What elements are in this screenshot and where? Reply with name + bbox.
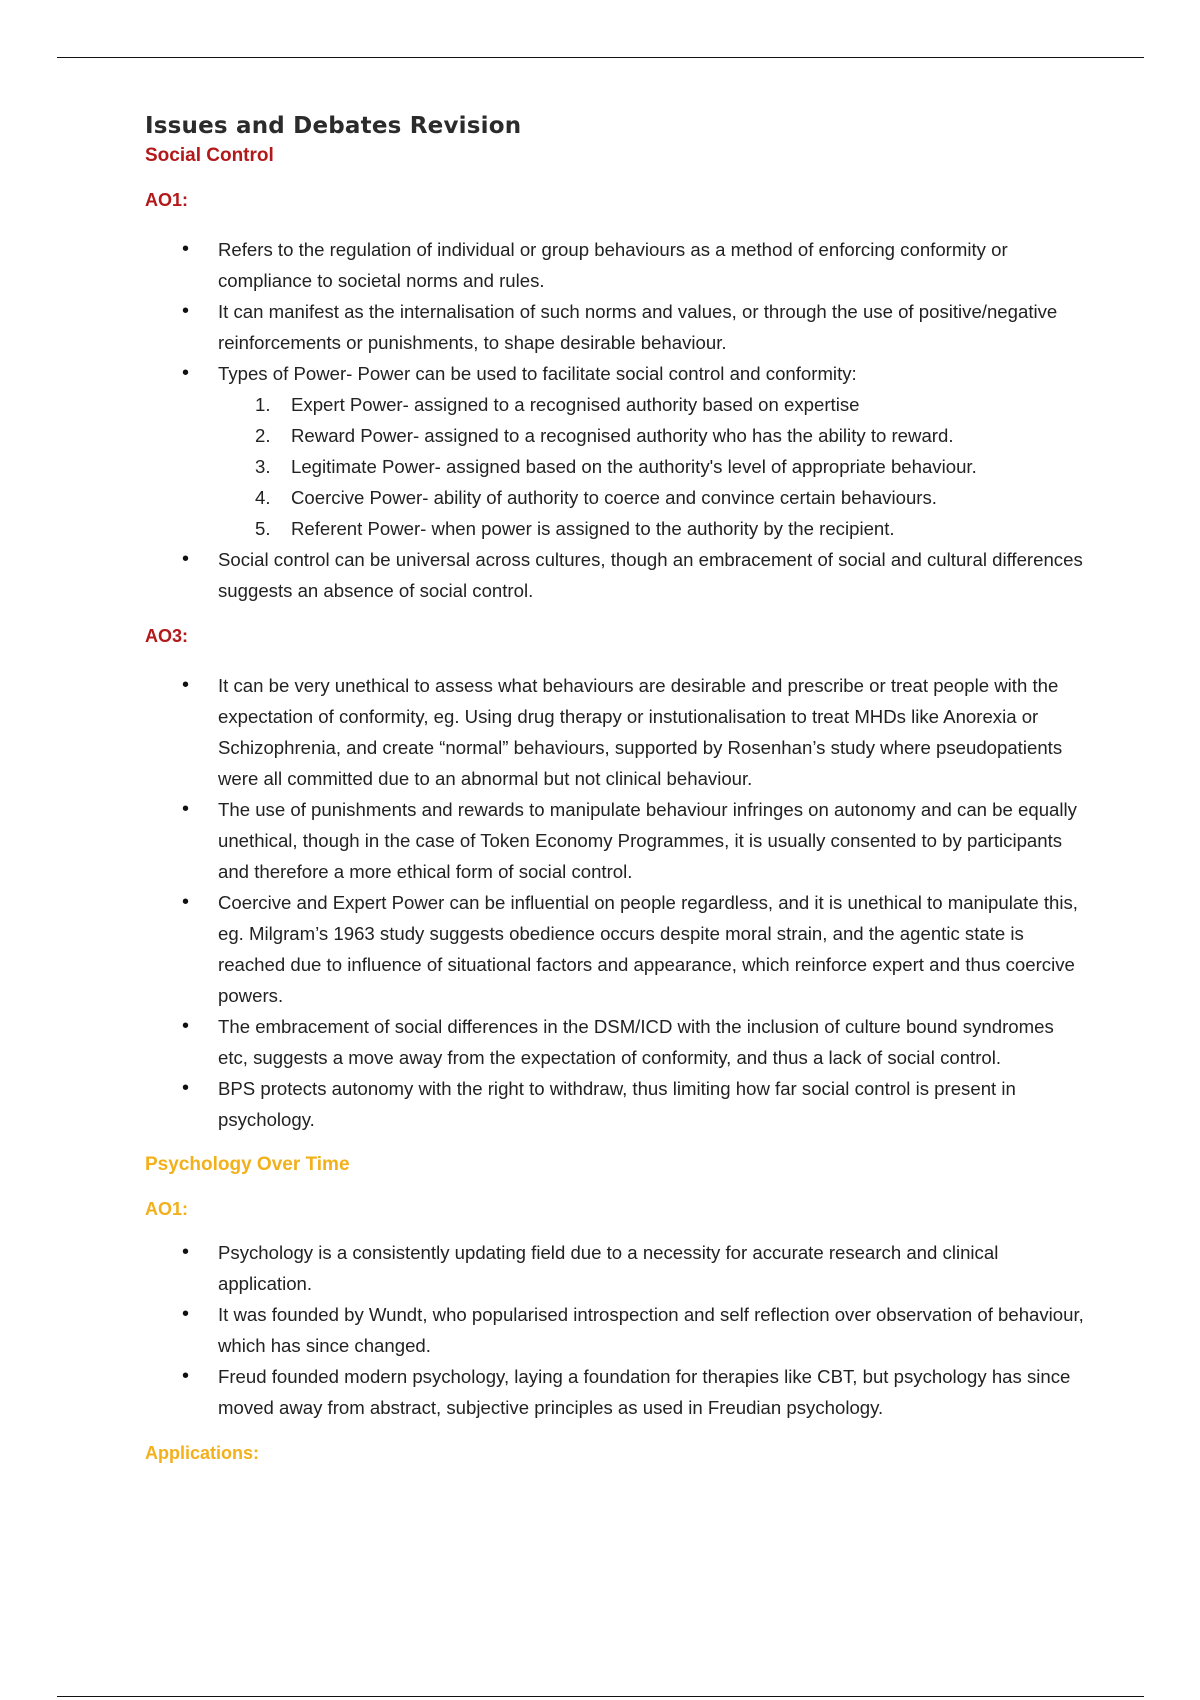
list-number: 1. — [255, 394, 271, 415]
list-item: • The use of punishments and rewards to manipulate behaviour infringes on autonomy and can be equally unethical, though in the case of Token Economy Programmes, it is usually consented to by participants and therefore a more ethical form of social control. — [145, 794, 1085, 887]
power-types-list — [218, 389, 1085, 544]
document-body — [145, 110, 1085, 1467]
section-title-social-control: Social Control — [145, 145, 274, 166]
psychology-over-time-ao1-list — [145, 1237, 1085, 1423]
footer-rule — [57, 1696, 1144, 1697]
power-type-text: Legitimate Power- assigned based on the authority's level of appropriate behaviour. — [291, 456, 977, 477]
list-item: • Freud founded modern psychology, laying a foundation for therapies like CBT, but psychology has since moved away from abstract, subjective principles as used in Freudian psychology. — [145, 1361, 1085, 1423]
social-control-ao1-heading: AO1: — [145, 190, 189, 210]
list-item: • Psychology is a consistently updating field due to a necessity for accurate research and clinical application. — [145, 1237, 1085, 1299]
power-type-text: Referent Power- when power is assigned to the authority by the recipient. — [291, 518, 895, 539]
applications-heading: Applications: — [145, 1443, 260, 1463]
section-title-psychology-over-time: Psychology Over Time — [145, 1154, 350, 1175]
list-item: • Refers to the regulation of individual or group behaviours as a method of enforcing conformity or compliance to societal norms and rules. — [145, 234, 1085, 296]
list-item: • It can manifest as the internalisation of such norms and values, or through the use of positive/negative reinforcements or punishments, to shape desirable behaviour. — [145, 296, 1085, 358]
list-item: • BPS protects autonomy with the right to withdraw, thus limiting how far social control is present in psychology. — [145, 1073, 1085, 1135]
power-types-intro: Types of Power- Power can be used to facilitate social control and conformity: — [218, 363, 857, 384]
power-type-text: Reward Power- assigned to a recognised authority who has the ability to reward. — [291, 425, 954, 446]
social-control-ao3-heading: AO3: — [145, 626, 189, 646]
list-item: • It was founded by Wundt, who popularised introspection and self reflection over observation of behaviour, which has since changed. — [145, 1299, 1085, 1361]
list-number: 3. — [255, 456, 271, 477]
list-item — [145, 358, 1085, 544]
psychology-over-time-ao1-heading: AO1: — [145, 1199, 189, 1219]
power-type-text: Coercive Power- ability of authority to coerce and convince certain behaviours. — [291, 487, 937, 508]
list-item: • It can be very unethical to assess what behaviours are desirable and prescribe or treat people with the expectation of conformity, eg. Using drug therapy or instutionalisation to treat MHDs like Anorexia or Schizophrenia, and create “normal” behaviours, supported by Rosenhan’s study where pseudopatients were all committed due to an abnormal but not clinical behaviour. — [145, 670, 1085, 794]
header-rule — [57, 57, 1144, 58]
list-number: 2. — [255, 425, 271, 446]
document-title: Issues and Debates Revision — [145, 113, 522, 139]
power-type-item — [218, 420, 1085, 451]
power-type-text: Expert Power- assigned to a recognised authority based on expertise — [291, 394, 860, 415]
power-type-item — [218, 451, 1085, 482]
list-number: 5. — [255, 518, 271, 539]
power-type-item — [218, 482, 1085, 513]
list-item: • Coercive and Expert Power can be influential on people regardless, and it is unethical to manipulate this, eg. Milgram’s 1963 study suggests obedience occurs despite moral strain, and the agentic state is reached due to influence of situational factors and appearance, which reinforce expert and thus coercive powers. — [145, 887, 1085, 1011]
social-control-ao3-list — [145, 670, 1085, 1135]
list-item: • The embracement of social differences in the DSM/ICD with the inclusion of culture bound syndromes etc, suggests a move away from the expectation of conformity, and thus a lack of social control. — [145, 1011, 1085, 1073]
list-number: 4. — [255, 487, 271, 508]
social-control-ao1-list — [145, 234, 1085, 606]
list-item: • Social control can be universal across cultures, though an embracement of social and cultural differences suggests an absence of social control. — [145, 544, 1085, 606]
power-type-item — [218, 389, 1085, 420]
power-type-item — [218, 513, 1085, 544]
